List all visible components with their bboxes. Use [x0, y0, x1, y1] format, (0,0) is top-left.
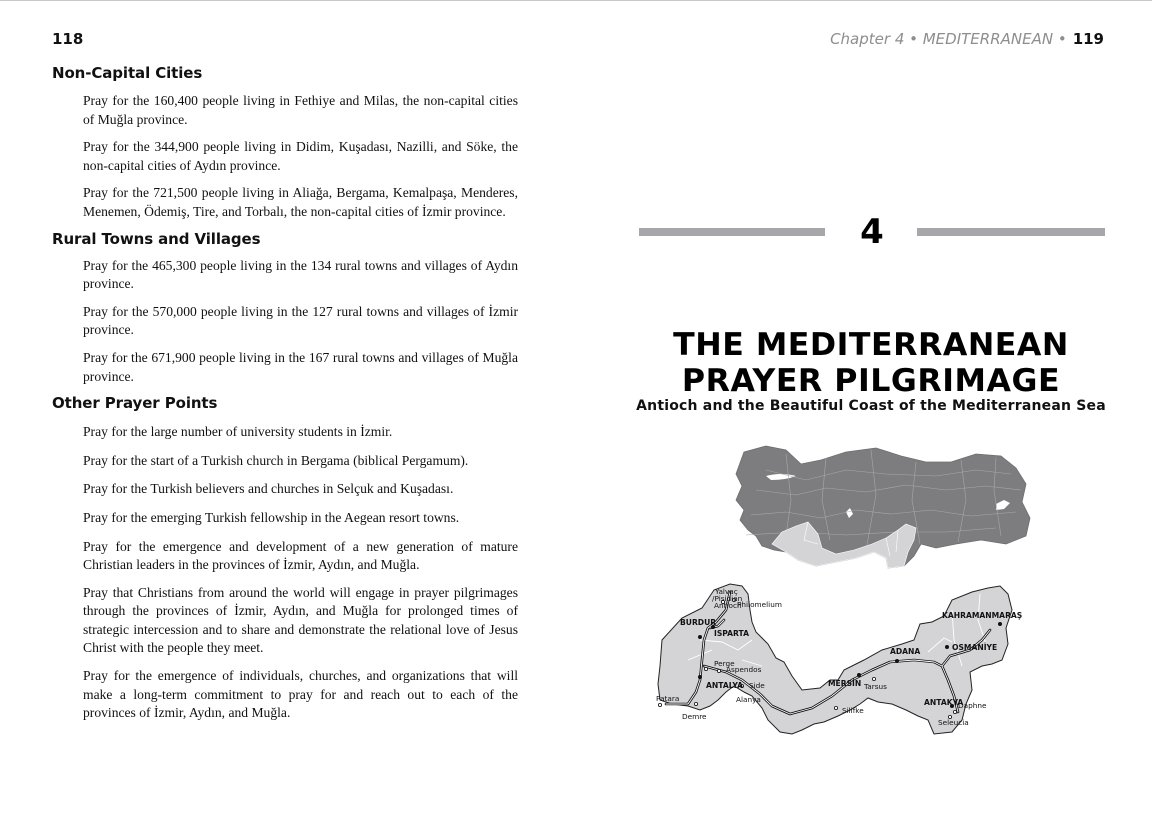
- running-head: [830, 30, 1104, 48]
- chapter-number-row: [639, 212, 1105, 252]
- map-label: Demre: [682, 712, 707, 721]
- prayer-content: [52, 63, 518, 732]
- page-number-left: 118: [52, 30, 84, 48]
- decorative-bar-right: [917, 228, 1105, 236]
- map-label: ANTALYA: [706, 681, 744, 690]
- prayer-item: Pray for the 160,400 people living in Fethiye and Milas, the non-capital cities of Muğla province.: [83, 93, 518, 127]
- map-label: OSMANİYE: [952, 643, 998, 652]
- map-label: BURDUR: [680, 618, 717, 627]
- map-label: Patara: [656, 694, 680, 703]
- chapter-title-line2: PRAYER PILGRIMAGE: [681, 363, 1061, 399]
- map-label: Silifke: [842, 706, 864, 715]
- map-label: ANTAKYA: [924, 698, 964, 707]
- map-label: Alanya: [736, 695, 761, 704]
- map-label: ISPARTA: [714, 629, 750, 638]
- right-page: [576, 0, 1152, 824]
- map-label: Tarsus: [864, 682, 887, 691]
- prayer-item: Pray for the 721,500 people living in Aliağa, Bergama, Kemalpaşa, Menderes, Menemen, Ödemiş, Tire, and Torbalı, the non-capital cities of İzmir province.: [83, 185, 518, 219]
- prayer-item: Pray for the 570,000 people living in the 127 rural towns and villages of İzmir province.: [83, 303, 518, 338]
- map-label: Daphne: [958, 701, 987, 710]
- section-other-prayer-points: [52, 393, 518, 723]
- map-label: Yalvaç: [715, 587, 738, 596]
- prayer-item: Pray for the large number of university students in İzmir.: [83, 424, 393, 440]
- section-heading: Other Prayer Points: [52, 394, 218, 413]
- prayer-item: Pray for the emergence and development of a new generation of mature Christian leaders in the provinces of İzmir, Aydın, and Muğla.: [83, 538, 518, 573]
- chapter-title: [611, 327, 1131, 399]
- page-number-right: 119: [1072, 30, 1104, 48]
- map-label: MERSİN: [828, 679, 862, 688]
- section-heading: Non-Capital Cities: [52, 64, 203, 82]
- prayer-item: Pray for the start of a Turkish church in Bergama (biblical Pergamum).: [83, 452, 469, 468]
- chapter-title-line1: THE MEDITERRANEAN: [673, 327, 1069, 363]
- pilgrimage-route-map: [652, 580, 1062, 750]
- map-label: Side: [749, 681, 765, 690]
- map-label: Philomelium: [737, 600, 782, 609]
- section-heading: Rural Towns and Villages: [52, 229, 261, 248]
- map-label: /Pisidian: [712, 594, 743, 603]
- map-label: Seleucia: [938, 718, 969, 727]
- map-label: KAHRAMANMARAŞ: [942, 611, 1023, 620]
- prayer-item: Pray for the emergence of individuals, churches, and organizations that will make a long-term commitment to pray for and reach out to each of the provinces of İzmir, Aydın, and Muğla.: [83, 668, 518, 721]
- turkey-overview-map: [726, 440, 1056, 580]
- prayer-item: Pray for the Turkish believers and churches in Selçuk and Kuşadası.: [83, 481, 454, 497]
- prayer-item: Pray that Christians from around the world will engage in prayer pilgrimages through the provinces of İzmir, Aydın, and Muğla for prolonged times of strategic intercession and to share and demonstrate the relational love of Jesus Christ with the people they meet.: [83, 584, 518, 656]
- chapter-number: 4: [860, 212, 884, 252]
- map-label: Aspendos: [726, 665, 762, 674]
- prayer-item: Pray for the emerging Turkish fellowship in the Aegean resort towns.: [83, 509, 460, 525]
- map-label: ADANA: [890, 647, 921, 656]
- chapter-subtitle: Antioch and the Beautiful Coast of the Mediterranean Sea: [636, 398, 1106, 414]
- prayer-item: Pray for the 671,900 people living in the 167 rural towns and villages of Muğla province.: [83, 349, 518, 384]
- section-non-capital-cities: [52, 63, 518, 222]
- map-label: Perge: [714, 659, 735, 668]
- map-label: Antioch: [714, 601, 742, 610]
- prayer-item: Pray for the 344,900 people living in Didim, Kuşadası, Nazilli, and Söke, the non-capital cities of Aydın province.: [83, 139, 518, 173]
- chapter-running-title: Chapter 4 • MEDITERRANEAN •: [830, 30, 1067, 48]
- prayer-item: Pray for the 465,300 people living in the 134 rural towns and villages of Aydın province.: [83, 257, 518, 292]
- section-rural-towns: [52, 229, 518, 387]
